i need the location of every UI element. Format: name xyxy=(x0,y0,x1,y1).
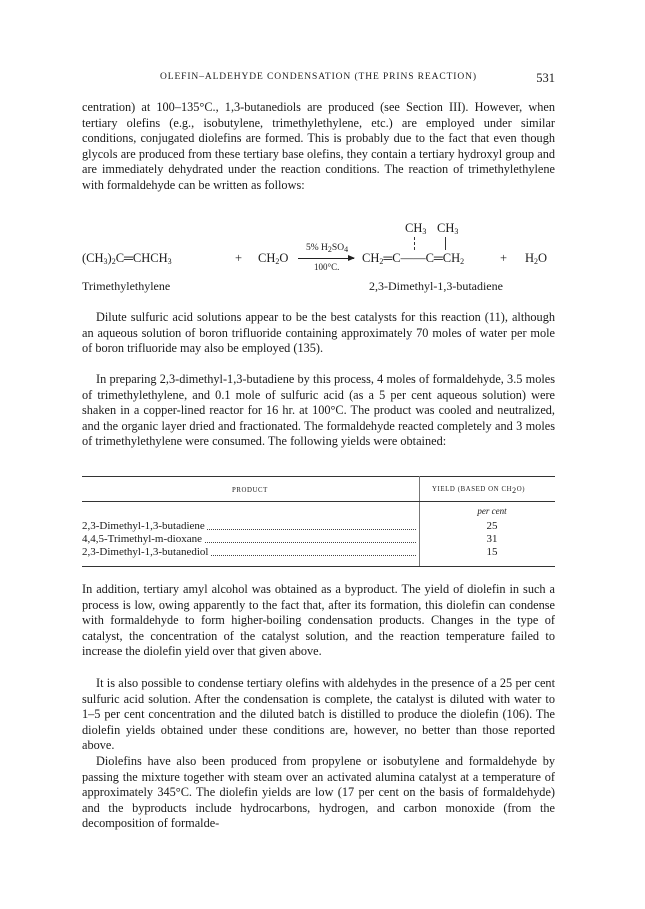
paragraph-byproducts: In addition, tertiary amyl alcohol was obtained as a byproduct. The yield of diolefin in such a process is low, owing apparently to the fact that, after its formation, this diolefin can condense with formaldehyde to form higher-boiling condensation products. Changes in the type of catalyst, the concentration of the catalyst solution, and the reaction temperature failed to increase the diolefin yield over that given above. xyxy=(82,582,555,659)
yield-table xyxy=(82,476,555,576)
page-header xyxy=(82,72,555,90)
water-formula: $H_2O$ xyxy=(525,251,548,266)
reaction-catalyst: 5% $H_2SO_4$ xyxy=(306,243,349,254)
paragraph-preparation: In preparing 2,3-dimethyl-1,3-butadiene by this process, 4 moles of formaldehyde, 3.5 moles of trimethylethylene, and 0.1 mole of sulfuric acid (as a 5 per cent aqueous solution) were shaken in a copper-lined reactor for 16 hr. at 100°C. The product was cooled and neutralized, and the organic layer dried and fractionated. The formaldehyde reacted completely and 3 moles of trimethylethylene were consumed. The following yields were obtained: xyxy=(82,372,555,449)
paragraph-catalysts: Dilute sulfuric acid solutions appear to be the best catalysts for this reaction (11), although an aqueous solution of boron trifluoride containing approximately 70 moles of water per mole of boron trifluoride may also be employed (135). xyxy=(82,310,555,356)
paragraph-alumina-catalyst: Diolefins have also been produced from propylene or isobutylene and formaldehyde by passing the mixture together with steam over an activated alumina catalyst at a temperature of approximately 345°C. The diolefin yields are low (17 per cent on the basis of formaldehyde) and the byproducts include hydrocarbons, hydrogen, and carbon monoxide (from the decomposition of formalde- xyxy=(82,754,555,831)
column-header-product: PRODUCT xyxy=(232,487,268,494)
plus-sign: + xyxy=(235,251,243,265)
reactant-formaldehyde-formula: $CH_2O$ xyxy=(258,251,289,266)
methyl-group-left: $CH_3$ xyxy=(405,221,427,236)
methyl-bond-left xyxy=(414,237,415,250)
reactant-trimethylethylene-formula: $(CH_3)_2C═CHCH_3$ xyxy=(82,251,172,266)
page-number: 531 xyxy=(536,71,555,85)
paragraph-sulfuric-acid: It is also possible to condense tertiary olefins with aldehydes in the presence of a 25 per cent sulfuric acid solution. After the condensation is complete, the catalyst is diluted with water to 1–5 per cent concentration and the diluted batch is distilled to produce the diolefin (106). The diolefin yields obtained under these conditions are, however, no better than those reported above. xyxy=(82,676,555,753)
column-header-yield: YIELD (BASED ON $CH_2O$) xyxy=(432,486,526,495)
table-row xyxy=(82,546,555,559)
product-name: 2,3-Dimethyl-1,3-butadiene xyxy=(82,520,205,532)
methyl-bond-right xyxy=(445,237,446,250)
product-name: 2,3-Dimethyl-1,3-butanediol xyxy=(82,546,209,558)
paragraph-intro: centration) at 100–135°C., 1,3-butanediols are produced (see Section III). However, when tertiary olefins (e.g., isobutylene, trimethylethylene, etc.) are employed under similar conditions, conjugated diolefins are formed. This is probably due to the fact that even though glycols are produced from these tertiary base olefins, they contain a tertiary hydroxyl group and are immediately dehydrated under the reaction conditions. The reaction of trimethylethylene with formaldehyde can be written as follows: xyxy=(82,100,555,192)
reaction-equation xyxy=(82,221,555,301)
reactant-label: Trimethylethylene xyxy=(82,279,171,293)
table-top-rule xyxy=(82,476,555,477)
running-title: OLEFIN–ALDEHYDE CONDENSATION (THE PRINS REACTION) xyxy=(160,72,477,82)
plus-sign: + xyxy=(500,251,508,265)
table-bottom-rule xyxy=(82,566,555,567)
yield-value: 15 xyxy=(486,546,498,558)
table-row xyxy=(82,520,555,533)
methyl-group-right: $CH_3$ xyxy=(437,221,459,236)
reaction-arrow xyxy=(298,258,354,259)
table-row xyxy=(82,533,555,546)
table-header-rule xyxy=(82,501,555,502)
yield-unit: per cent xyxy=(477,506,507,516)
yield-value: 25 xyxy=(486,520,498,532)
product-formula: $CH_2═C——C═CH_2$ xyxy=(362,251,465,266)
product-label: 2,3-Dimethyl-1,3-butadiene xyxy=(369,279,503,293)
product-name: 4,4,5-Trimethyl-m-dioxane xyxy=(82,533,202,545)
yield-value: 31 xyxy=(486,533,498,545)
reaction-temperature: 100°C. xyxy=(314,262,340,272)
